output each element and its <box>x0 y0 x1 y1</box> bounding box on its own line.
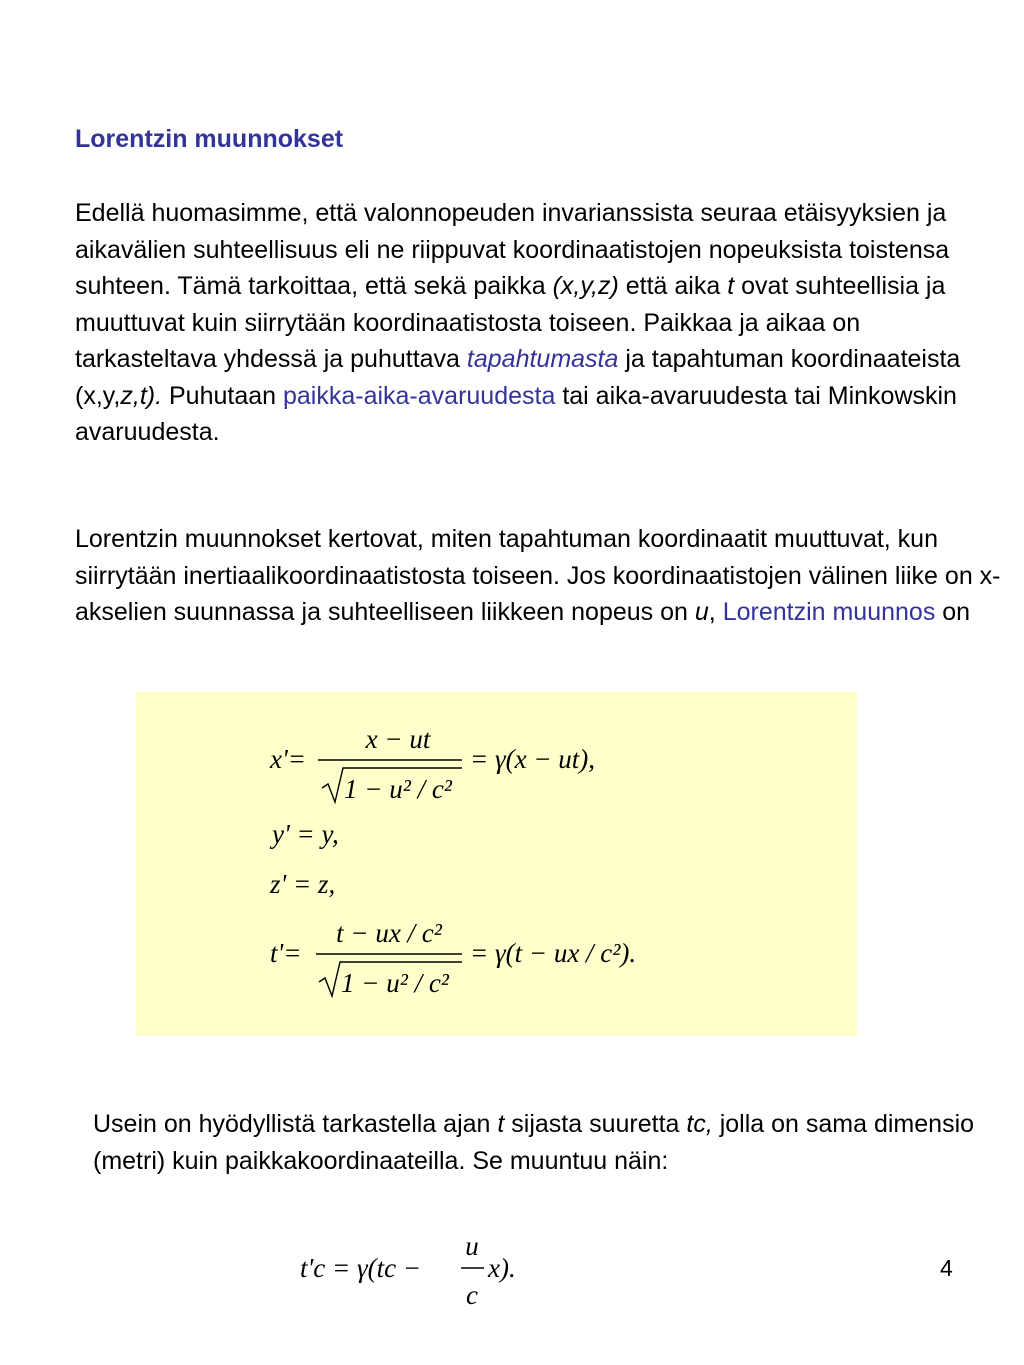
text-run: Lorentzin muunnokset kertovat, miten tapahtuman koordinaatit muuttuvat, kun siirrytään inertiaalikoordinaatistosta toiseen. Jos koordinaatistojen välinen liike on x-akselien suunnassa ja suhteelliseen liikkeen nopeus on <box>75 525 1001 626</box>
eq4-denominator: 1 − u² / c² <box>341 968 449 998</box>
eq4-lhs: t'= <box>270 938 302 968</box>
eq2: y' = y, <box>272 819 339 849</box>
text-run: , <box>708 598 723 626</box>
tc-equation <box>298 1230 558 1340</box>
term-lorentz-muunnos: Lorentzin muunnos <box>722 598 936 626</box>
lorentz-equations <box>136 692 857 1036</box>
paragraph-tc <box>93 1106 993 1179</box>
text-run: jolla on sama dimensio (metri) kuin paikkakoordinaateilla. Se muuntuu näin: <box>93 1110 975 1175</box>
text-run: Edellä huomasimme, että valonnopeuden invarianssista seuraa etäisyyksien ja aikavälien suhteellisuus eli ne riippuvat koordinaatistojen nopeuksista toistensa suhteen. Tämä tarkoittaa, että sekä paikka <box>75 199 950 300</box>
formula-box <box>136 692 857 1036</box>
eq1-lhs: x'= <box>270 744 306 774</box>
term-paikka-aika: paikka-aika-avaruudesta <box>282 381 556 410</box>
eq5-numerator: u <box>465 1231 479 1261</box>
paragraph-spacetime <box>75 195 1005 451</box>
text-run: ja tapahtuman koordinaateista (x,y, <box>75 345 961 410</box>
eq3: z' = z, <box>270 869 336 899</box>
italic-tc: tc, <box>686 1110 713 1138</box>
paragraph-lorentz-intro <box>75 521 1005 631</box>
text-run: että aika <box>618 272 728 300</box>
text-run: tai aika-avaruudesta tai Minkowskin avaruudesta. <box>75 381 957 446</box>
italic-u: u <box>694 598 709 626</box>
eq1-numerator: x − ut <box>365 724 431 754</box>
eq1-denominator: 1 − u² / c² <box>344 774 452 804</box>
text-run: Puhutaan <box>162 381 283 410</box>
italic-t: t <box>497 1110 505 1138</box>
page-title: Lorentzin muunnokset <box>75 125 344 153</box>
eq4-numerator: t − ux / c² <box>336 918 442 948</box>
eq1-rhs: = γ(x − ut), <box>470 744 596 774</box>
eq4-rhs: = γ(t − ux / c²). <box>470 938 637 968</box>
eq5-lhs: t'c = γ(tc − <box>300 1253 422 1283</box>
text-run: Usein on hyödyllistä tarkastella ajan <box>93 1110 498 1138</box>
page-number: 4 <box>940 1255 953 1281</box>
italic-coordinates: (x,y,z) <box>552 272 619 300</box>
eq5-denominator: c <box>466 1280 478 1310</box>
italic-t: t <box>727 272 735 300</box>
text-run: ovat suhteellisia ja muuttuvat kuin siirrytään koordinaatistosta toiseen. Paikkaa ja aikaa on tarkasteltava yhdessä ja puhuttava <box>75 272 946 373</box>
term-tapahtuma: tapahtumasta <box>466 345 619 373</box>
italic-zt: z,t). <box>120 381 163 410</box>
text-run: sijasta suuretta <box>504 1110 687 1138</box>
text-run: on <box>935 598 971 626</box>
eq5-rhs: x). <box>488 1253 516 1283</box>
